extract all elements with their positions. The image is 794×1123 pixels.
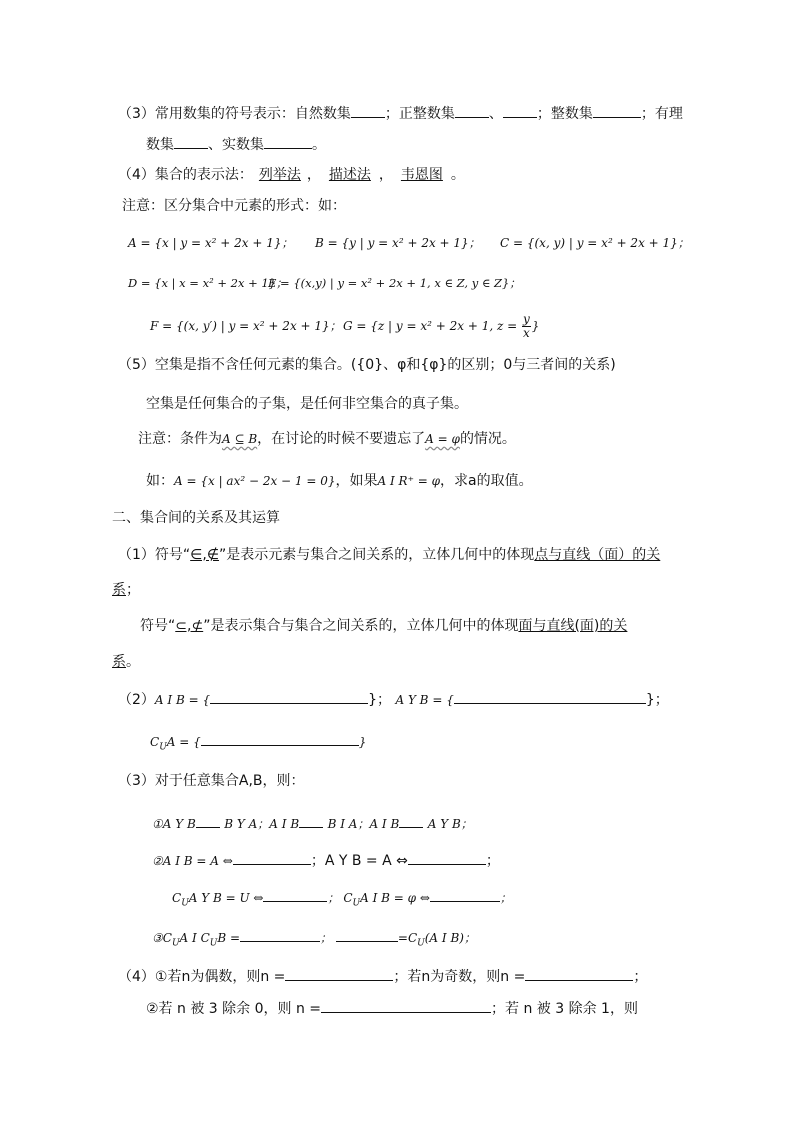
note-forms: 注意：区分集合中元素的形式：如： [122, 198, 346, 214]
section-heading-2: 二、集合间的关系及其运算 [112, 510, 280, 526]
property-row-3: $C_UA$ Y B = U ⇔ ； $C_UA$ I B = φ ⇔ ； [172, 887, 512, 913]
blank-positive-int-2[interactable] [503, 103, 537, 118]
blank-prop-6[interactable] [263, 887, 327, 902]
set-relation-cont: 系。 [112, 654, 140, 670]
property-row-2: ②A I B = A ⇔ ；A Y B = A ⇔ ； [152, 850, 500, 871]
formula-b: B = {y | y = x² + 2x + 1}； [315, 236, 481, 250]
blank-prop-5[interactable] [408, 850, 486, 865]
blank-mod3-0[interactable] [321, 998, 491, 1013]
blank-complement[interactable] [201, 731, 359, 746]
blank-real[interactable] [264, 134, 312, 149]
blank-prop-9[interactable] [336, 927, 398, 942]
formula-d: D = {x | x = x² + 2x + 1}； [128, 276, 288, 290]
operations-line: （2）A I B = { }； A Y B = { }； [118, 689, 669, 710]
formula-f: F = {(x, y′) | y = x² + 2x + 1}； [150, 319, 342, 333]
property-row-4: $③C_UA$ I $C_UB$ = ； $=C_U(A$ I B)； [152, 927, 476, 953]
blank-prop-7[interactable] [430, 887, 500, 902]
blank-rational[interactable] [174, 134, 208, 149]
blank-odd[interactable] [525, 966, 633, 981]
method-description: 描述法 [328, 167, 371, 183]
blank-integer[interactable] [593, 103, 641, 118]
blank-intersection[interactable] [210, 689, 368, 704]
blank-prop-2[interactable] [299, 813, 323, 828]
numsets-line2: 数集 、实数集 。 [146, 134, 326, 155]
element-relation-cont: 系； [112, 582, 140, 598]
method-venn: 韦恩图 [400, 167, 443, 183]
empty-set-note: 注意：条件为A ⊆ B，在讨论的时候不要遗忘了A = φ的情况。 [138, 431, 516, 447]
properties-intro: （3）对于任意集合A,B，则： [118, 773, 305, 789]
empty-set-subset: 空集是任何集合的子集，是任何非空集合的真子集。 [146, 396, 468, 412]
formula-g: G = {z | y = x² + 2x + 1, z = $\frac{y}{x}$ } [343, 312, 540, 340]
method-listing: 列举法 [258, 167, 301, 183]
numsets-line1: （3）常用数集的符号表示：自然数集 ；正整数集 、 ；整数集 ；有理 [118, 103, 683, 124]
formula-a: A = {x | y = x² + 2x + 1}； [128, 236, 294, 250]
blank-prop-1[interactable] [196, 813, 220, 828]
blank-prop-8[interactable] [240, 927, 320, 942]
fraction-y-over-x: $\frac{y}{x}$ [523, 312, 530, 340]
blank-positive-int-1[interactable] [455, 103, 489, 118]
blank-prop-3[interactable] [399, 813, 423, 828]
element-relation: （1）符号“∈,∉”是表示元素与集合之间关系的，立体几何中的体现点与直线（面）的关 [118, 547, 661, 563]
property-row-1: ①A Y B B Y A；A I B B I A；A I B A Y B； [152, 813, 473, 834]
formula-e: E = {(x,y) | y = x² + 2x + 1, x ∈ Z, y ∈ Z}； [268, 276, 521, 290]
parity-line-1: （4）①若n为偶数，则n = ；若n为奇数，则n = ； [118, 966, 647, 987]
parity-line-2: ②若 n 被 3 除余 0，则 n = ；若 n 被 3 除余 1，则 [146, 998, 638, 1019]
empty-set-example: 如：A = {x | ax² − 2x − 1 = 0}，如果A I R⁺ = φ，求a的取值。 [146, 473, 533, 489]
complement-line: $C_UA$ = { } [150, 731, 366, 757]
blank-prop-4[interactable] [233, 850, 311, 865]
set-relation: 符号“⊂,⊄”是表示集合与集合之间关系的，立体几何中的体现面与直线(面)的关 [140, 618, 628, 634]
set-representation: （4）集合的表示法： 列举法 ， 描述法 ， 韦恩图 。 [118, 167, 465, 183]
formula-c: C = {(x, y) | y = x² + 2x + 1}； [500, 236, 690, 250]
blank-even[interactable] [285, 966, 393, 981]
empty-set-def: （5）空集是指不含任何元素的集合。({0}、φ和{φ}的区别；0与三者间的关系) [118, 357, 616, 373]
blank-union[interactable] [454, 689, 646, 704]
blank-natural[interactable] [351, 103, 385, 118]
